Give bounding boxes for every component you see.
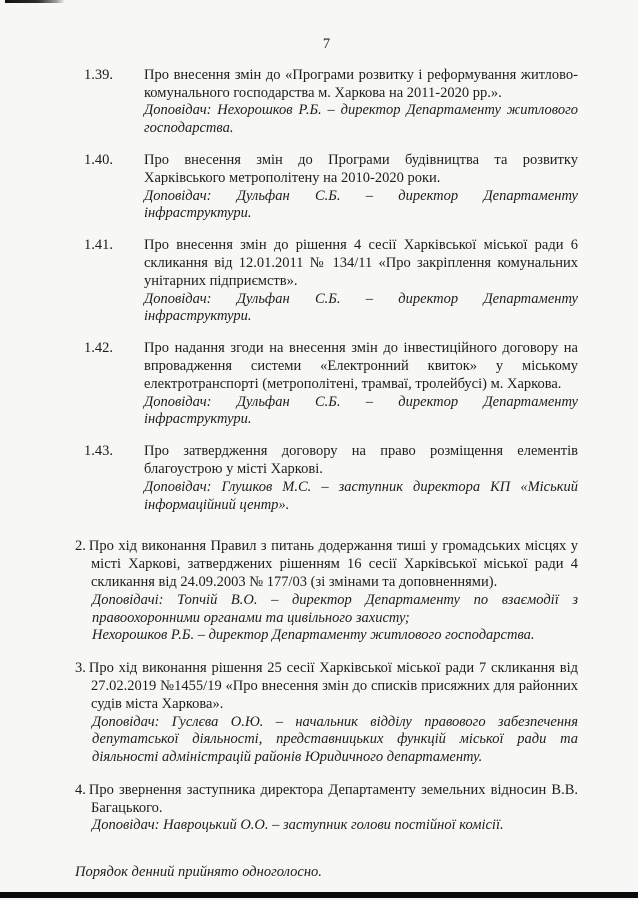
closing-statement: Порядок денний прийнято одноголосно. [75, 864, 322, 881]
agenda-subitem-1-40 [84, 152, 578, 223]
item-number: 1.40. [84, 151, 113, 168]
agenda-item-2 [75, 538, 578, 645]
item-text: Про внесення змін до Програми будівництва та розвитку Харківського метрополітену на 2010-2020 роки. [144, 151, 578, 186]
item-speaker: Доповідач: Дульфан С.Б. – директор Департаменту інфраструктури. [144, 290, 578, 325]
item-speaker: Доповідач: Гуслєва О.Ю. – начальник відділу правового забезпечення депутатської діяльності, представницьких функцій міської ради та діяльності адміністрацій районів Юридичного департаменту. [92, 713, 578, 766]
document-page [75, 36, 578, 882]
item-number: 1.41. [84, 237, 113, 254]
agenda-item-4 [75, 782, 578, 835]
item-number: 2. [75, 538, 86, 555]
item-speaker: Доповідачі: Топчій В.О. – директор Департаменту по взаємодії з правоохоронними органами та цивільного захисту; [92, 591, 578, 626]
scan-artifact-top [5, 0, 65, 3]
item-speaker: Доповідач: Навроцький О.О. – заступник голови постійної комісії. [92, 817, 504, 834]
item-title: Про звернення заступника директора Департаменту земельних відносин В.В. Багацького. [88, 781, 578, 816]
agenda-subitem-1-41 [84, 237, 578, 326]
item-title: Про хід виконання рішення 25 сесії Харківської міської ради 7 скликання від 27.02.2019 №1455/19 «Про внесення змін до списків присяжних для районних судів міста Харкова». [88, 660, 578, 712]
agenda-item-3 [75, 660, 578, 767]
item-number: 3. [75, 660, 86, 677]
item-text: Про внесення змін до «Програми розвитку і реформування житлово-комунального господарства м. Харкова на 2011-2020 рр.». [144, 66, 578, 101]
item-speaker: Доповідач: Дульфан С.Б. – директор Департаменту інфраструктури. [144, 393, 578, 428]
agenda-items [75, 538, 578, 835]
item-text: Про надання згоди на внесення змін до інвестиційного договору на впровадження системи «Електронний квиток» у міському електротранспорті (метрополітені, трамваї, тролейбусі) м. Харкова. [144, 340, 578, 392]
item-text [75, 660, 578, 713]
agenda-subitems [84, 67, 578, 515]
item-speaker: Доповідач: Нехорошков Р.Б. – директор Департаменту житлового господарства. [144, 102, 578, 137]
item-speaker: Доповідач: Дульфан С.Б. – директор Департаменту інфраструктури. [144, 187, 578, 222]
item-number: 1.39. [84, 66, 113, 83]
item-text [75, 538, 578, 591]
item-text: Про внесення змін до рішення 4 сесії Харківської міської ради 6 скликання від 12.01.2011 № 134/11 «Про закріплення комунальних унітарних підприємств». [144, 237, 578, 289]
page-number: 7 [322, 36, 331, 52]
item-speaker: Нехорошков Р.Б. – директор Департаменту житлового господарства. [92, 627, 535, 644]
item-number: 1.43. [84, 443, 113, 460]
item-number: 1.42. [84, 340, 113, 357]
item-title: Про хід виконання Правил з питань додержання тиші у громадських місцях у місті Харкові, затверджених рішенням 16 сесії Харківської міської ради 4 скликання від 24.09.2003 № 177/03 (зі змінами та доповненнями). [88, 538, 578, 590]
item-number: 4. [75, 781, 86, 798]
item-text: Про затвердження договору на право розміщення елементів благоустрою у місті Харкові. [144, 443, 578, 477]
item-speaker: Доповідач: Глушков М.С. – заступник директора КП «Міський інформаційний центр». [144, 478, 578, 513]
item-text [75, 782, 578, 818]
agenda-subitem-1-43 [84, 443, 578, 514]
agenda-subitem-1-39 [84, 67, 578, 138]
agenda-subitem-1-42 [84, 340, 578, 429]
scan-artifact-bottom [0, 892, 638, 898]
